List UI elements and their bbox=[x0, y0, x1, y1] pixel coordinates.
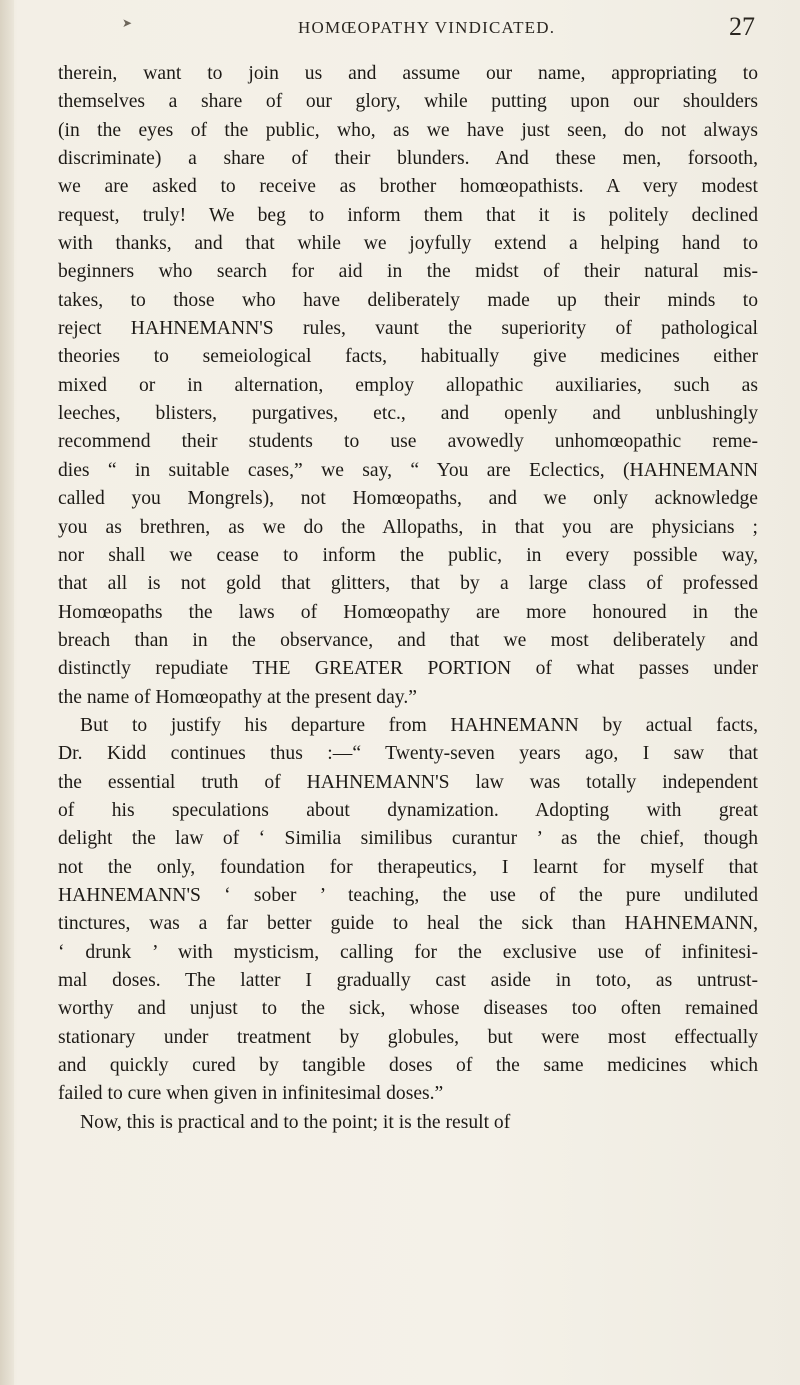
text-line: beginners who search for aid in the midst of their natural mis- bbox=[58, 261, 758, 283]
text-line: theories to semeiological facts, habitually give medicines either bbox=[58, 346, 758, 368]
text-line: breach than in the observance, and that we most deliberately and bbox=[58, 629, 758, 651]
text-line: stationary under treatment by globules, but were most effectually bbox=[58, 1026, 758, 1048]
text-line: dies “ in suitable cases,” we say, “ You are Eclectics, (HAHNEMANN bbox=[58, 459, 758, 481]
text-line: worthy and unjust to the sick, whose diseases too often remained bbox=[58, 998, 758, 1020]
text-line: request, truly! We beg to inform them that it is politely declined bbox=[58, 204, 758, 226]
text-line: therein, want to join us and assume our name, appropriating to bbox=[58, 63, 758, 84]
arrow-ornament-icon: ➤ bbox=[122, 16, 133, 30]
text-line: distinctly repudiate THE GREATER PORTION of what passes under bbox=[58, 658, 758, 680]
page-number: 27 bbox=[729, 12, 755, 41]
text-line: Dr. Kidd continues thus :—“ Twenty-seven years ago, I saw that bbox=[58, 743, 758, 765]
text-line: Homœopaths the laws of Homœopathy are more honoured in the bbox=[58, 601, 758, 623]
text-line: not the only, foundation for therapeutics, I learnt for myself that bbox=[58, 856, 758, 878]
text-line: failed to cure when given in infinitesimal doses.” bbox=[58, 1083, 444, 1105]
text-line: takes, to those who have deliberately made up their minds to bbox=[58, 289, 758, 311]
text-line: mal doses. The latter I gradually cast aside in toto, as untrust- bbox=[58, 970, 758, 991]
running-head: HOMŒOPATHY VINDICATED. bbox=[298, 18, 556, 37]
text-line: But to justify his departure from HAHNEMANN by actual facts, bbox=[80, 714, 758, 736]
text-line: delight the law of ‘ Similia similibus curantur ’ as the chief, though bbox=[58, 828, 758, 850]
text-line: mixed or in alternation, employ allopathic auxiliaries, such as bbox=[58, 374, 758, 396]
text-line: called you Mongrels), not Homœopaths, and we only acknowledge bbox=[58, 488, 758, 510]
text-line: and quickly cured by tangible doses of the same medicines which bbox=[58, 1055, 758, 1077]
text-line: the name of Homœopathy at the present day.” bbox=[58, 686, 417, 708]
text-line: you as brethren, as we do the Allopaths, in that you are physicians ; bbox=[58, 516, 758, 538]
body-text bbox=[58, 60, 758, 1137]
text-line: HAHNEMANN'S ‘ sober ’ teaching, the use of the pure undiluted bbox=[58, 884, 758, 906]
text-line: of his speculations about dynamization. Adopting with great bbox=[58, 799, 758, 821]
text-line: the essential truth of HAHNEMANN'S law was totally independent bbox=[58, 771, 758, 793]
text-line: leeches, blisters, purgatives, etc., and openly and unblushingly bbox=[58, 403, 758, 425]
text-line: that all is not gold that glitters, that by a large class of professed bbox=[58, 573, 758, 595]
text-line: with thanks, and that while we joyfully extend a helping hand to bbox=[58, 233, 758, 255]
text-line: reject HAHNEMANN'S rules, vaunt the superiority of pathological bbox=[58, 318, 758, 340]
text-line: recommend their students to use avowedly unhomœopathic reme- bbox=[58, 431, 758, 453]
text-line: nor shall we cease to inform the public, in every possible way, bbox=[58, 544, 758, 566]
binding-edge bbox=[0, 0, 14, 1385]
text-line: Now, this is practical and to the point; it is the result of bbox=[80, 1111, 511, 1133]
text-line: tinctures, was a far better guide to heal the sick than HAHNEMANN, bbox=[58, 913, 758, 935]
text-line: (in the eyes of the public, who, as we have just seen, do not always bbox=[58, 119, 758, 141]
text-line: we are asked to receive as brother homœopathists. A very modest bbox=[58, 176, 758, 198]
page-header bbox=[0, 14, 800, 50]
text-line: themselves a share of our glory, while putting upon our shoulders bbox=[58, 91, 758, 113]
text-line: discriminate) a share of their blunders. And these men, forsooth, bbox=[58, 148, 758, 170]
text-line: ‘ drunk ’ with mysticism, calling for the exclusive use of infinitesi- bbox=[58, 941, 758, 963]
